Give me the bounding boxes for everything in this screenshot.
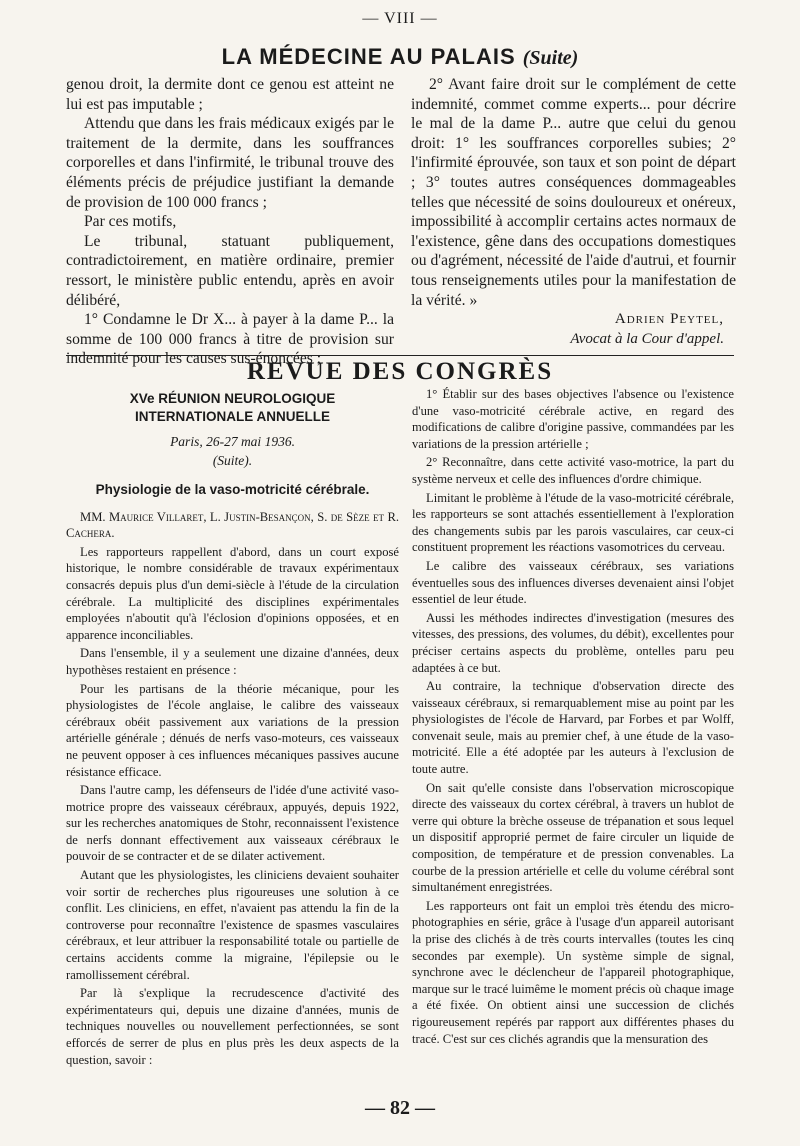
judgment-paragraph: Le tribunal, statuant publiquement, contradictoirement, en matière ordinaire, premier ressort, le ministère public entendu, après en avoir délibéré, [66,232,394,309]
revue-paragraph: Au contraire, la technique d'observation directe des vaisseaux cérébraux, si remarquablement mise au point par les physiologistes de l'école de Harvard, par Forbes et par Wolff, convenait seule, mais au premier chef, à une étude de la vaso-motricité. Elle a été adoptée par les auteurs à l'exclusion de toute autre. [412,679,734,777]
signature-role: Avocat à la Cour d'appel. [570,331,724,347]
congress-title-line: INTERNATIONALE ANNUELLE [135,409,330,424]
signature [411,309,724,349]
revue-left-column [66,390,399,1070]
judgment-left-column [66,75,394,369]
section-title [0,44,800,70]
revue-paragraph: Dans l'ensemble, il y a seulement une dizaine d'années, deux hypothèses restaient en présence : [66,646,399,677]
revue-right-column [412,386,734,1049]
section-divider [66,355,734,356]
revue-paragraph: 1° Établir sur des bases objectives l'absence ou l'existence d'une vaso-motricité cérébrale active, en regard des modifications de calibre d'origine passive, commandées par les variations de la pression artérielle ; [412,387,734,451]
revue-paragraph: 2° Reconnaître, dans cette activité vaso-motrice, la part du système nerveux et celle des influences d'ordre chimique. [412,455,734,486]
judgment-paragraph: genou droit, la dermite dont ce genou est atteint ne lui est pas imputable ; [66,76,394,113]
revue-paragraph: Dans l'autre camp, les défenseurs de l'idée d'une activité vaso-motrice propre des vaisseaux cérébraux, appuyés, depuis 1922, sur les recherches anatomiques de Stohr, reconnaissent l'existence de nerfs donnant effectivement aux vaisseaux cérébraux le pouvoir de se contracter et de se dilater activement. [66,783,399,864]
revue-paragraph: Autant que les physiologistes, les cliniciens devaient souhaiter voir sortir de recherches plus rigoureuses une solution à ce conflit. Les cliniciens, en effet, n'avaient pas attendu la fin de la controverse pour reconnaître l'existence de spasmes vasculaires cérébraux, et leur attribuer la responsabilité totale ou partielle de certains accidents comme la migraine, l'épilepsie ou le ramollissement cérébral. [66,868,399,982]
revue-paragraph: Limitant le problème à l'étude de la vaso-motricité cérébrale, les rapporteurs se sont attachés essentiellement à l'exploration des changements subis par les parois vasculaires, car ceux-ci constituent proprement les réactions vasomotrices du cerveau. [412,490,734,555]
revue-paragraph: Les rapporteurs rappellent d'abord, dans un court exposé historique, le nombre considérable de travaux expérimentaux consacrés depuis plus d'un demi-siècle à l'étude de la circulation cérébrale. La multiplicité des disciplines expérimentales employées n'aboutit qu'à l'éclosion d'opinions opposées, et en apparence inconciliables. [66,544,399,642]
congress-suite: (Suite). [212,453,253,468]
revue-paragraph: On sait qu'elle consiste dans l'observation microscopique directe des vaisseaux du cortex cérébral, à travers un hublot de verre qui obture la brèche osseuse de trépanation et sous lequel un dispositif approprié permet de faire circuler un liquide de composition, de température et de pression convenables. La courbe de la pression artérielle et celle du volume cérébral sont simultanément enregistrées. [412,780,734,895]
congress-title [66,390,399,426]
revue-paragraph: Par là s'explique la recrudescence d'activité des expérimentateurs qui, depuis une dizaine d'années, munis de techniques nouvelles ou nouvellement perfectionnées, se sont efforcés de serrer de plus en plus près les deux aspects de la question, savoir : [66,986,399,1067]
section-title-text: LA MÉDECINE AU PALAIS [221,44,516,69]
congress-title-line: XVe RÉUNION NEUROLOGIQUE [129,391,336,406]
judgment-right-column [411,75,736,310]
roman-page-number: — VIII — [362,10,438,27]
revue-title: REVUE DES CONGRÈS [246,358,554,385]
signature-name: Adrien Peytel, [614,311,724,327]
congress-date [66,432,399,470]
revue-paragraph: Le calibre des vaisseaux cérébraux, ses variations éventuelles sous des influences diverses devenaient ainsi l'objet essentiel de leur étude. [412,558,734,607]
page-number: — 82 — [365,1097,435,1119]
judgment-paragraph: Par ces motifs, [84,213,177,231]
subheading: Physiologie de la vaso-motricité cérébrale. [95,482,370,497]
revue-paragraph: Aussi les méthodes indirectes d'investigation (mesures des vitesses, des pressions, des volumes, du débit), excellentes pour préciser certains aspects du problème, ontelles paru peu adaptées à ce but. [412,610,734,675]
revue-paragraph: Les rapporteurs ont fait un emploi très étendu des micro-photographies en série, grâce à l'usage d'un appareil autorisant la prise des clichés à de très courts intervalles (toutes les cinq secondes par exemple). Un système simple de signal, synchrone avec le déclencheur de l'appareil photographique, marque sur le tracé luimême le moment précis où chaque image a été fixée. On obtient ainsi une succession de clichés rigoureusement repérés par rapport aux différentes phases du tracé. C'est sur ces clichés agrandis que la mensuration des [412,898,734,1046]
judgment-paragraph: 1° Condamne le Dr X... à payer à la dame P... la somme de 100 000 francs à titre de provision sur indemnité pour les causes sus-énoncées ; [66,311,394,368]
section-title-suite: (Suite) [522,47,579,69]
revue-paragraph: Pour les partisans de la théorie mécanique, pour les physiologistes de l'école anglaise, le calibre des vaisseaux cérébraux obéit passivement aux variations de la pression artérielle générale ; dénués de nerfs vaso-moteurs, ces vaisseaux ne peuvent opposer à ces influences mécaniques passives aucune résistance efficace. [66,681,399,779]
judgment-paragraph: 2° Avant faire droit sur le complément de cette indemnité, commet comme experts... pour décrire le mal de la dame P... autre que celui du genou droit: 1° les souffrances corporelles subies; 2° l'infirmité éprouvée, son taux et son point de départ ; 3° toutes autres conséquences dommageables telles que nécessité de soins douloureux et onéreux, impossibilité à accomplir certains actes normaux de l'existence, gêne dans des occupations domestiques ou d'agrément, nécessité de l'aide d'autrui, et fournir tous renseignements utiles pour la manifestation de la vérité. » [411,76,736,309]
congress-place-date: Paris, 26-27 mai 1936. [170,434,295,449]
judgment-paragraph: Attendu que dans les frais médicaux exigés par le traitement de la dermite, dans les souffrances corporelles et dans l'infirmité, le tribunal trouve des éléments précis de préjudice justifiant la demande de provision de 100 000 francs ; [66,115,394,211]
authors: MM. Maurice Villaret, L. Justin-Besançon, S. de Sèze et R. Cachera. [66,509,399,541]
